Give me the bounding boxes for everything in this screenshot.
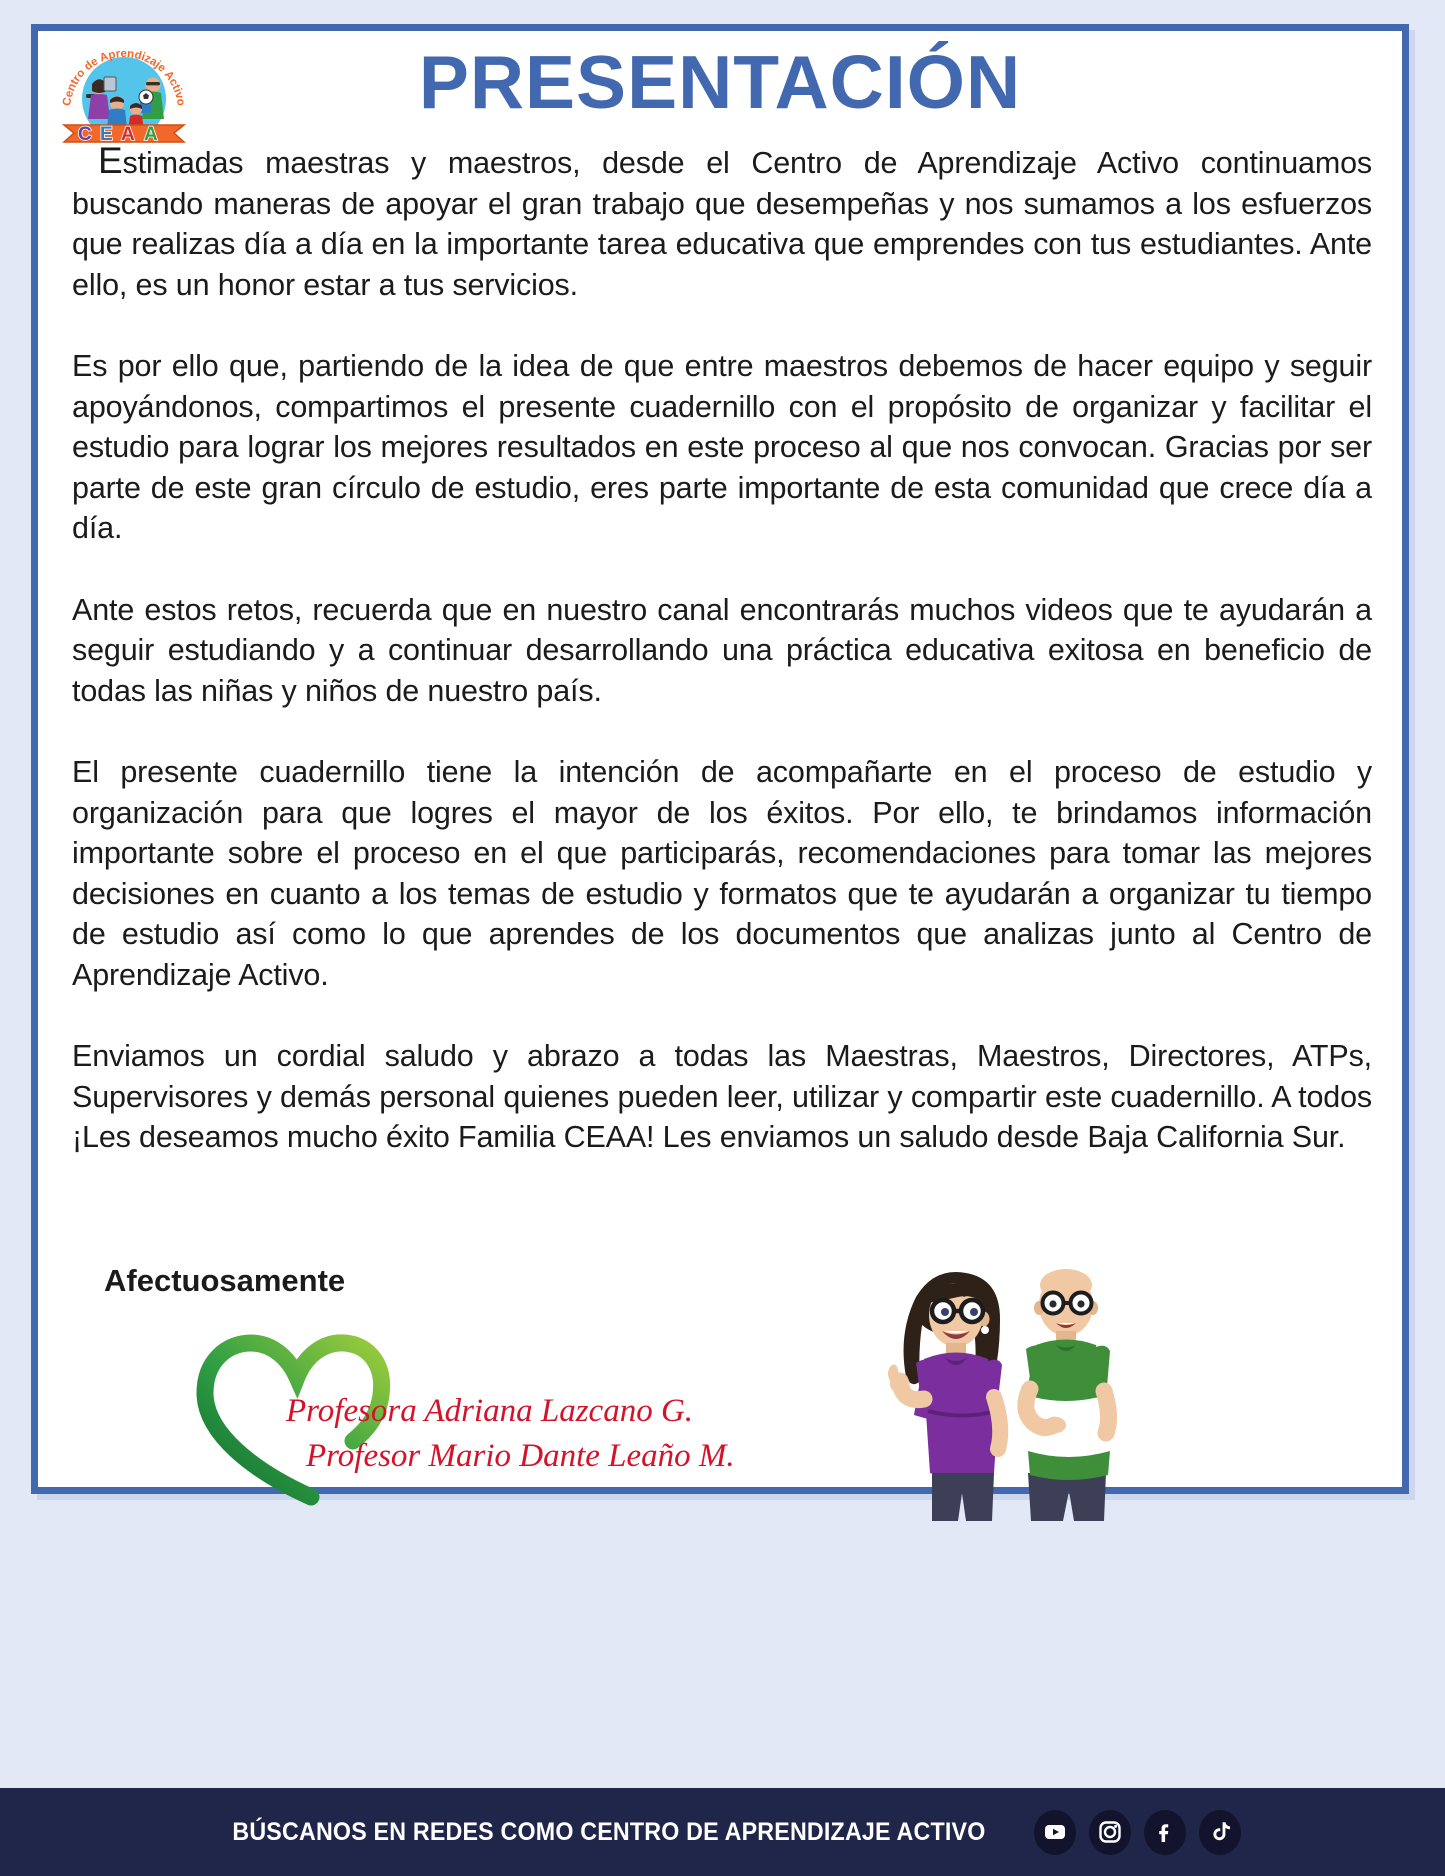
drop-cap: E [98,140,123,181]
footer-text: BÚSCANOS EN REDES COMO CENTRO DE APRENDIZAJE ACTIVO [232,1817,986,1846]
instagram-icon[interactable] [1089,1810,1131,1855]
signature-name-2: Profesor Mario Dante Leaño M. [306,1438,735,1474]
footer-bar [0,1788,1445,1876]
tiktok-icon[interactable] [1199,1810,1241,1855]
two-teachers-cartoon [838,1261,1178,1521]
content-card [31,24,1409,1494]
paragraph-1 [72,140,1372,305]
paragraph-5: Enviamos un cordial saludo y abrazo a todas las Maestras, Maestros, Directores, ATPs, Supervisores y demás personal quienes pueden leer, utilizar y compartir este cuadernillo. A todos ¡Les deseamos mucho éxito Familia CEAA! Les enviamos un saludo desde Baja California Sur. [72,1039,1372,1154]
paragraph-3: Ante estos retos, recuerda que en nuestro canal encontrarás muchos videos que te ayudarán a seguir estudiando y a continuar desarrollando una práctica educativa exitosa en beneficio de todas las niñas y niños de nuestro país. [72,592,1372,708]
signature-name-1: Profesora Adriana Lazcano G. [286,1393,694,1429]
page-title: PRESENTACIÓN [418,40,1022,124]
signature-names [278,1389,735,1479]
svg-text:E: E [100,124,113,145]
letter-body [72,140,1372,1158]
paragraph-1-text: stimadas maestras y maestros, desde el Centro de Aprendizaje Activo continuamos buscando maneras de apoyar el gran trabajo que desempeñas y nos sumamos a los esfuerzos que realizas día a día en la importante tarea educativa que emprendes con tus estudiantes. Ante ello, es un honor estar a tus servicios. [72,146,1372,302]
youtube-icon[interactable] [1034,1810,1076,1855]
svg-text:A: A [121,124,135,145]
social-links [1034,1810,1241,1855]
facebook-icon[interactable] [1144,1810,1186,1855]
svg-text:A: A [144,124,158,145]
closing-salutation: Afectuosamente [104,1263,346,1298]
paragraph-2: Es por ello que, partiendo de la idea de que entre maestros debemos de hacer equipo y seguir apoyándonos, compartimos el presente cuadernillo con el propósito de organizar y facilitar el estudio para lograr los mejores resultados en este proceso al que nos convocan. Gracias por ser parte de este gran círculo de estudio, eres parte importante de esta comunidad que crece día a día. [72,349,1372,545]
document-header [38,31,1402,143]
cartoon-man [1026,1269,1110,1521]
svg-text:Centro de Aprendizaje Activo: Centro de Aprendizaje Activo [61,47,187,107]
cartoon-woman [888,1272,1002,1521]
paragraph-4: El presente cuadernillo tiene la intención de acompañarte en el proceso de estudio y organización para que logres el mayor de los éxitos. Por ello, te brindamos información importante sobre el proceso en el que participarás, recomendaciones para tomar las mejores decisiones en cuanto a los temas de estudio y formatos que te ayudarán a organizar tu tiempo de estudio así como lo que aprendes de los documentos que analizas junto al Centro de Aprendizaje Activo. [72,755,1372,992]
svg-text:C: C [78,124,92,145]
